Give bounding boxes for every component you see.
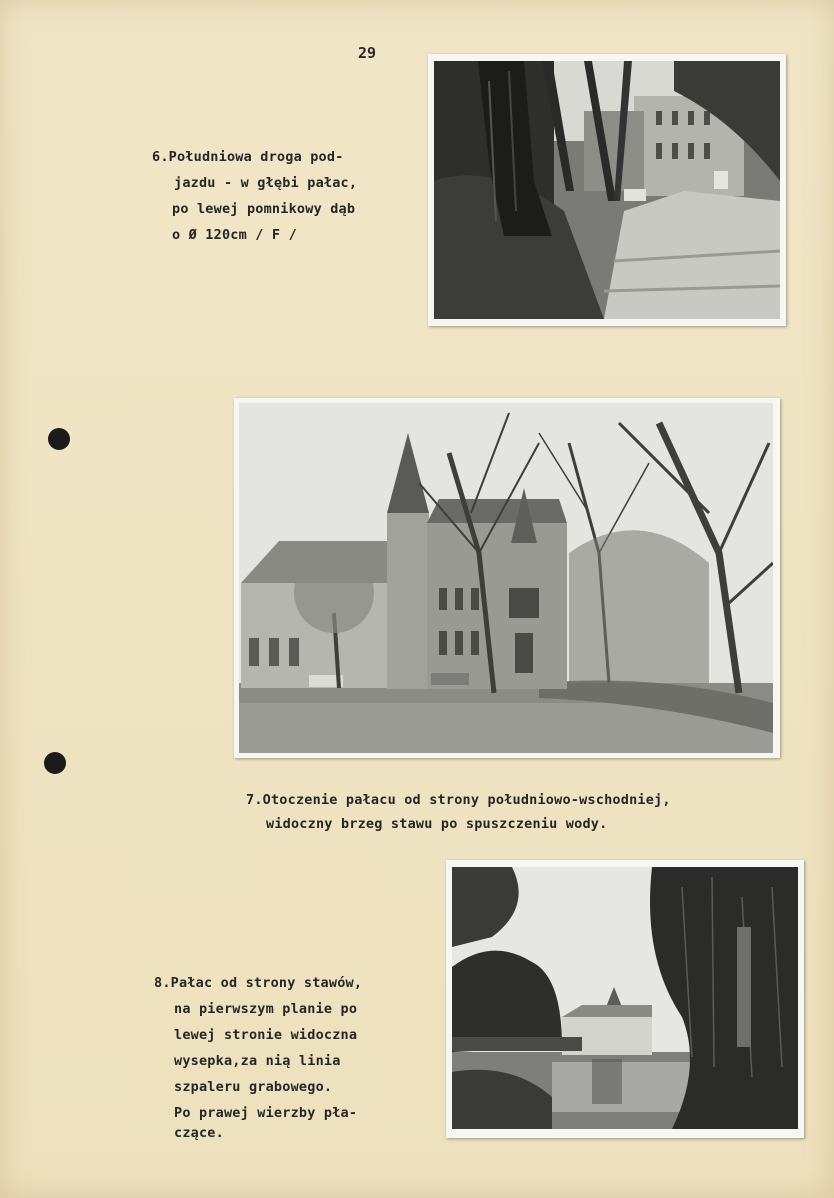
photo-7-palace bbox=[234, 398, 780, 758]
caption-6 bbox=[152, 144, 357, 248]
caption-7 bbox=[246, 787, 671, 837]
photo-8-image bbox=[452, 867, 798, 1129]
caption-line: szpaleru grabowego. bbox=[174, 1079, 333, 1095]
photo-6-image bbox=[434, 61, 780, 319]
caption-line: jazdu - w głębi pałac, bbox=[174, 175, 358, 191]
caption-line: lewej stronie widoczna bbox=[174, 1027, 358, 1043]
caption-line: widoczny brzeg stawu po spuszczeniu wody. bbox=[266, 816, 608, 832]
caption-line: 6.Południowa droga pod- bbox=[152, 149, 344, 165]
photo-8-pond bbox=[446, 860, 804, 1138]
page-number: 29 bbox=[358, 44, 377, 62]
caption-line: na pierwszym planie po bbox=[174, 1001, 358, 1017]
caption-line: Po prawej wierzby pła- bbox=[174, 1105, 358, 1121]
caption-line: o Ø 120cm / F / bbox=[172, 227, 297, 243]
photo-7-image bbox=[239, 403, 773, 753]
caption-line: wysepka,za nią linia bbox=[174, 1053, 341, 1069]
photo-6-driveway bbox=[428, 54, 786, 326]
caption-line: po lewej pomnikowy dąb bbox=[172, 201, 356, 217]
caption-8 bbox=[154, 970, 362, 1146]
caption-line: czące. bbox=[174, 1125, 224, 1141]
punch-hole-top bbox=[48, 428, 70, 450]
caption-line: 7.Otoczenie pałacu od strony południowo-wschodniej, bbox=[246, 792, 671, 808]
caption-line: 8.Pałac od strony stawów, bbox=[154, 975, 363, 991]
punch-hole-bottom bbox=[44, 752, 66, 774]
